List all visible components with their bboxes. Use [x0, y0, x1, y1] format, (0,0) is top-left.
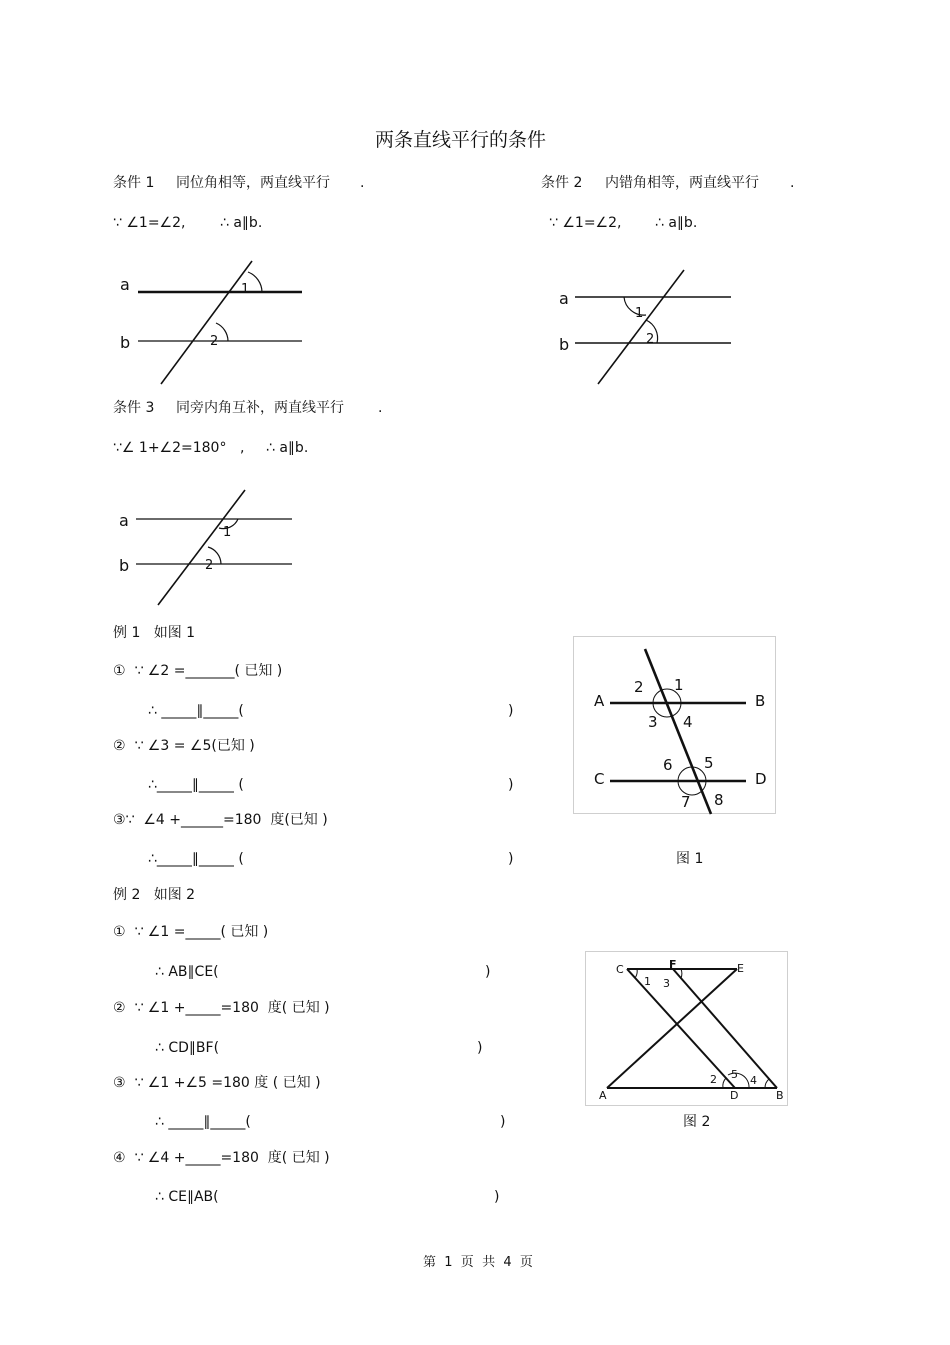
angle-1-arc — [248, 272, 262, 292]
cond2-label: 条件 2 — [541, 175, 583, 191]
label-a: a — [120, 275, 130, 294]
label-b: b — [559, 335, 570, 354]
transversal — [598, 270, 684, 384]
label-angle-1: 1 — [635, 306, 644, 321]
label-a: a — [119, 511, 129, 530]
ex2-q2: ② ∵ ∠1 +_____=180 度( 已知 ) — [113, 1000, 330, 1016]
fig2-label-b: B — [776, 1089, 784, 1102]
ex2-q1-conclusion: ∴ AB∥CE( — [155, 964, 219, 980]
angle-2-arc — [723, 1078, 726, 1088]
line-fb — [673, 969, 777, 1088]
ex2-q1-close: ) — [485, 964, 491, 980]
cond2-dot: . — [790, 175, 795, 191]
cond3-proof-pre: ∵∠ 1+∠2=180° — [113, 440, 227, 456]
cond1-proof-pre: ∵ ∠1=∠2, — [113, 215, 186, 231]
fig2-label-3: 3 — [663, 977, 670, 990]
cond1-proof-post: ∴ a∥b. — [220, 215, 263, 231]
page-footer: 第 1 页 共 4 页 — [423, 1255, 533, 1270]
fig1-label-1: 1 — [674, 676, 684, 694]
label-angle-1: 1 — [223, 525, 232, 540]
fig1-label-5: 5 — [704, 754, 714, 772]
ex2-heading: 例 2 如图 2 — [113, 887, 196, 903]
fig2-label-4: 4 — [750, 1074, 757, 1087]
fig2-label-d: D — [730, 1089, 739, 1102]
fig1-label-c: C — [594, 770, 605, 788]
figure-2-caption: 图 2 — [683, 1114, 711, 1130]
diagram-alternate-angles — [555, 262, 745, 392]
fig2-label-5: 5 — [731, 1068, 738, 1081]
cond2-proof-pre: ∵ ∠1=∠2, — [549, 215, 622, 231]
ex1-q1-conclusion: ∴ _____∥_____( — [148, 703, 244, 719]
fig1-label-6: 6 — [663, 756, 673, 774]
ex2-q3-conclusion: ∴ _____∥_____( — [155, 1114, 251, 1130]
ex2-q2-close: ) — [477, 1040, 483, 1056]
figure-2 — [585, 951, 788, 1106]
fig2-label-e: E — [737, 962, 744, 975]
ex2-q4-conclusion: ∴ CE∥AB( — [155, 1189, 219, 1205]
ex1-q2: ② ∵ ∠3 = ∠5(已知 ) — [113, 738, 255, 754]
fig2-label-a: A — [599, 1089, 607, 1102]
cond1-text: 同位角相等，两直线平行 — [176, 175, 330, 191]
label-b: b — [119, 556, 130, 575]
fig1-label-8: 8 — [714, 791, 724, 809]
label-b: b — [120, 333, 131, 352]
cond1-dot: . — [360, 175, 365, 191]
diagram-co-interior-angles — [110, 485, 300, 610]
ex1-q3-close: ) — [508, 851, 514, 867]
cond3-label: 条件 3 — [113, 400, 155, 416]
label-angle-2: 2 — [646, 332, 655, 347]
ex1-heading: 例 1 如图 1 — [113, 625, 196, 641]
cond3-proof-comma: , — [240, 440, 245, 456]
fig1-label-d: D — [755, 770, 767, 788]
label-angle-2: 2 — [205, 558, 214, 573]
fig2-label-2: 2 — [710, 1073, 717, 1086]
cond1-label: 条件 1 — [113, 175, 155, 191]
ex2-q1: ① ∵ ∠1 =_____( 已知 ) — [113, 924, 269, 940]
label-angle-1: 1 — [241, 282, 250, 297]
ex2-q4-close: ) — [494, 1189, 500, 1205]
figure-1 — [573, 636, 776, 818]
cond3-text: 同旁内角互补，两直线平行 — [176, 400, 344, 416]
diagram-corresponding-angles — [110, 255, 310, 390]
fig2-label-1: 1 — [644, 975, 651, 988]
transversal-ef — [645, 649, 711, 814]
angle-4-arc — [765, 1079, 769, 1088]
ex1-q1: ① ∵ ∠2 =_______( 已知 ) — [113, 663, 283, 679]
transversal — [158, 490, 245, 605]
cond2-proof-post: ∴ a∥b. — [655, 215, 698, 231]
ex2-q4: ④ ∵ ∠4 +_____=180 度( 已知 ) — [113, 1150, 330, 1166]
ex1-q3: ③∵ ∠4 +______=180 度(已知 ) — [113, 812, 328, 828]
angle-1-arc — [635, 969, 637, 978]
fig1-label-3: 3 — [648, 713, 658, 731]
fig2-label-f: F — [669, 958, 677, 971]
ex2-q3-close: ) — [500, 1114, 506, 1130]
fig1-label-b: B — [755, 692, 766, 710]
ex1-q2-conclusion: ∴_____∥_____ ( — [148, 777, 244, 793]
fig1-label-4: 4 — [683, 713, 693, 731]
fig1-label-a: A — [594, 692, 605, 710]
cond3-dot: . — [378, 400, 383, 416]
ex1-q3-conclusion: ∴_____∥_____ ( — [148, 851, 244, 867]
ex1-q2-close: ) — [508, 777, 514, 793]
fig1-label-2: 2 — [634, 678, 644, 696]
angle-3-arc — [681, 969, 682, 978]
figure-1-caption: 图 1 — [676, 851, 704, 867]
label-angle-2: 2 — [210, 334, 219, 349]
transversal — [161, 261, 252, 384]
ex1-q1-close: ) — [508, 703, 514, 719]
fig2-label-c: C — [616, 963, 624, 976]
label-a: a — [559, 289, 569, 308]
page-title: 两条直线平行的条件 — [375, 129, 547, 151]
fig1-label-7: 7 — [681, 793, 691, 811]
ex2-q3: ③ ∵ ∠1 +∠5 =180 度 ( 已知 ) — [113, 1075, 321, 1091]
cond2-text: 内错角相等，两直线平行 — [605, 175, 759, 191]
ex2-q2-conclusion: ∴ CD∥BF( — [155, 1040, 220, 1056]
cond3-proof-post: ∴ a∥b. — [266, 440, 309, 456]
